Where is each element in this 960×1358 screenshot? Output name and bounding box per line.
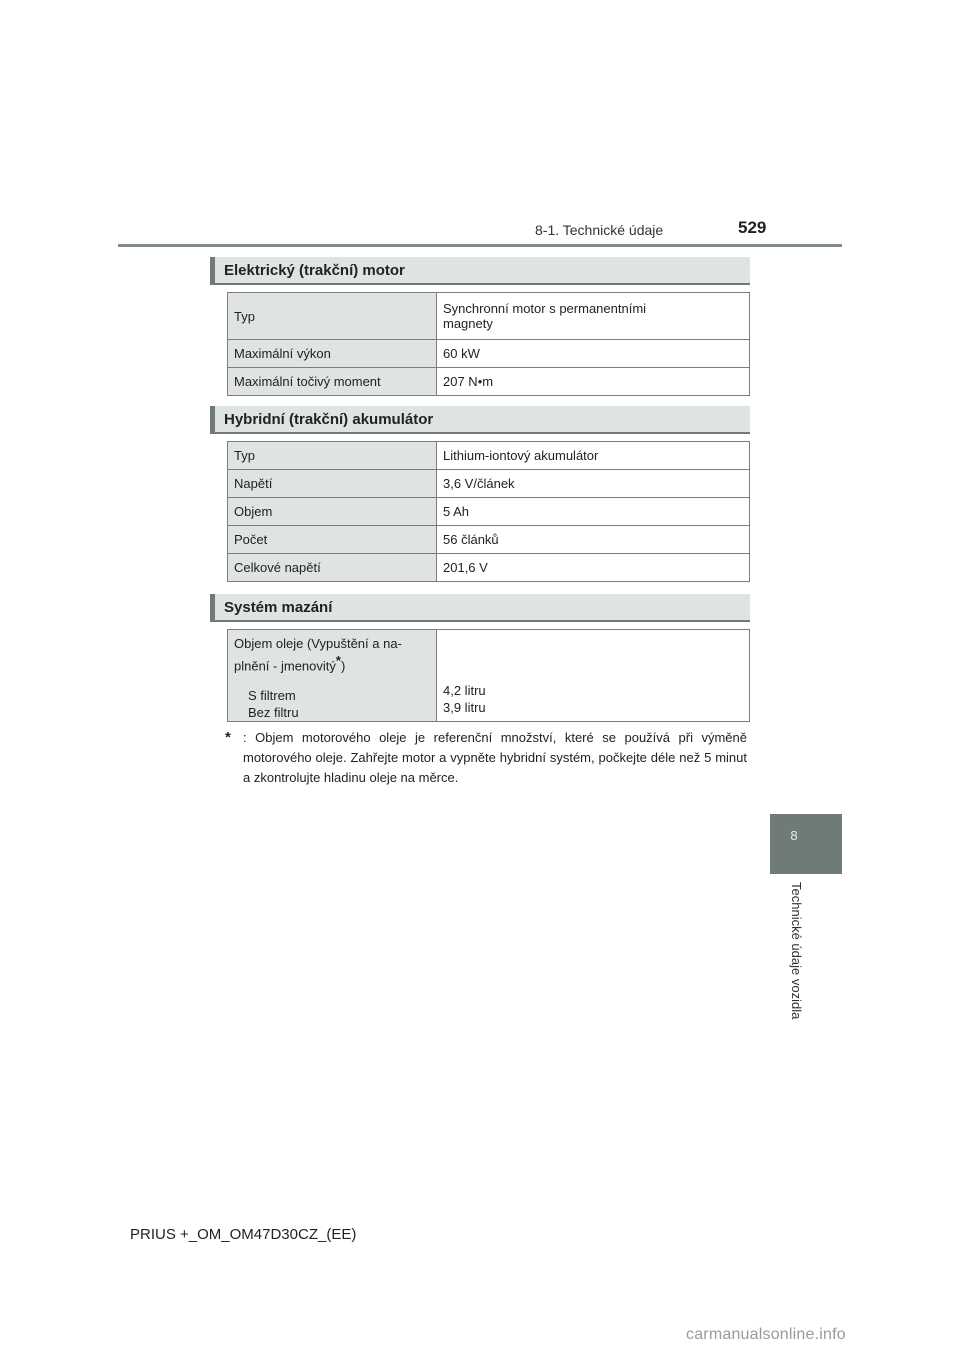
table-row (228, 498, 750, 526)
row-value: Lithium-iontový akumulátor (437, 442, 750, 470)
row-value: 60 kW (437, 340, 750, 368)
footnote-text: : Objem motorového oleje je referenční množství, které se používá při výměně motorového oleje. Zahřejte motor a vypněte hybridní systém, počkejte déle než 5 minut a zkontrolujte hladinu oleje na měrce. (243, 730, 747, 785)
electric-motor-table (227, 292, 750, 396)
row-value: 207 N•m (437, 368, 750, 396)
chapter-number: 8 (790, 828, 798, 843)
row-label: Maximální točivý moment (228, 368, 437, 396)
row-value (437, 293, 750, 340)
row-value: 201,6 V (437, 554, 750, 582)
table-row (228, 340, 750, 368)
row-label: Napětí (228, 470, 437, 498)
row-value: 5 Ah (437, 498, 750, 526)
hybrid-battery-heading: Hybridní (trakční) akumulátor (210, 406, 750, 434)
row-label: Typ (228, 442, 437, 470)
row-value: 56 článků (437, 526, 750, 554)
row-value (437, 630, 750, 722)
footnote-marker: * (225, 729, 231, 746)
hybrid-battery-table (227, 441, 750, 582)
row-label: Počet (228, 526, 437, 554)
with-filter-value: 4,2 litru (443, 683, 486, 699)
table-row (228, 526, 750, 554)
watermark: carmanualsonline.info (686, 1326, 846, 1343)
table-row (228, 442, 750, 470)
electric-motor-heading: Elektrický (trakční) motor (210, 257, 750, 285)
oil-capacity-label: Objem oleje (Vypuštění a na- (234, 636, 402, 651)
table-row (228, 368, 750, 396)
lubrication-heading: Systém mazání (210, 594, 750, 622)
row-label: Objem (228, 498, 437, 526)
table-row (228, 554, 750, 582)
row-label (228, 630, 437, 722)
without-filter-label: Bez filtru (248, 705, 299, 721)
without-filter-value: 3,9 litru (443, 700, 486, 716)
with-filter-label: S filtrem (248, 688, 296, 704)
row-label: Celkové napětí (228, 554, 437, 582)
chapter-label: Technické údaje vozidla (789, 882, 804, 1020)
value-line: magnety (443, 316, 493, 331)
document-id: PRIUS +_OM_OM47D30CZ_(EE) (130, 1226, 357, 1243)
table-row (228, 470, 750, 498)
row-label: Maximální výkon (228, 340, 437, 368)
page-number: 529 (738, 218, 767, 237)
row-value: 3,6 V/článek (437, 470, 750, 498)
row-label: Typ (228, 293, 437, 340)
chapter-tab[interactable] (770, 814, 842, 874)
section-title: 8-1. Technické údaje (535, 222, 664, 238)
table-row (228, 293, 750, 340)
oil-capacity-label: plnění - jmenovitý*) (234, 653, 346, 674)
header-rule (118, 244, 842, 247)
lubrication-table (227, 629, 750, 722)
value-line: Synchronní motor s permanentními (443, 301, 647, 316)
table-row (228, 630, 750, 722)
